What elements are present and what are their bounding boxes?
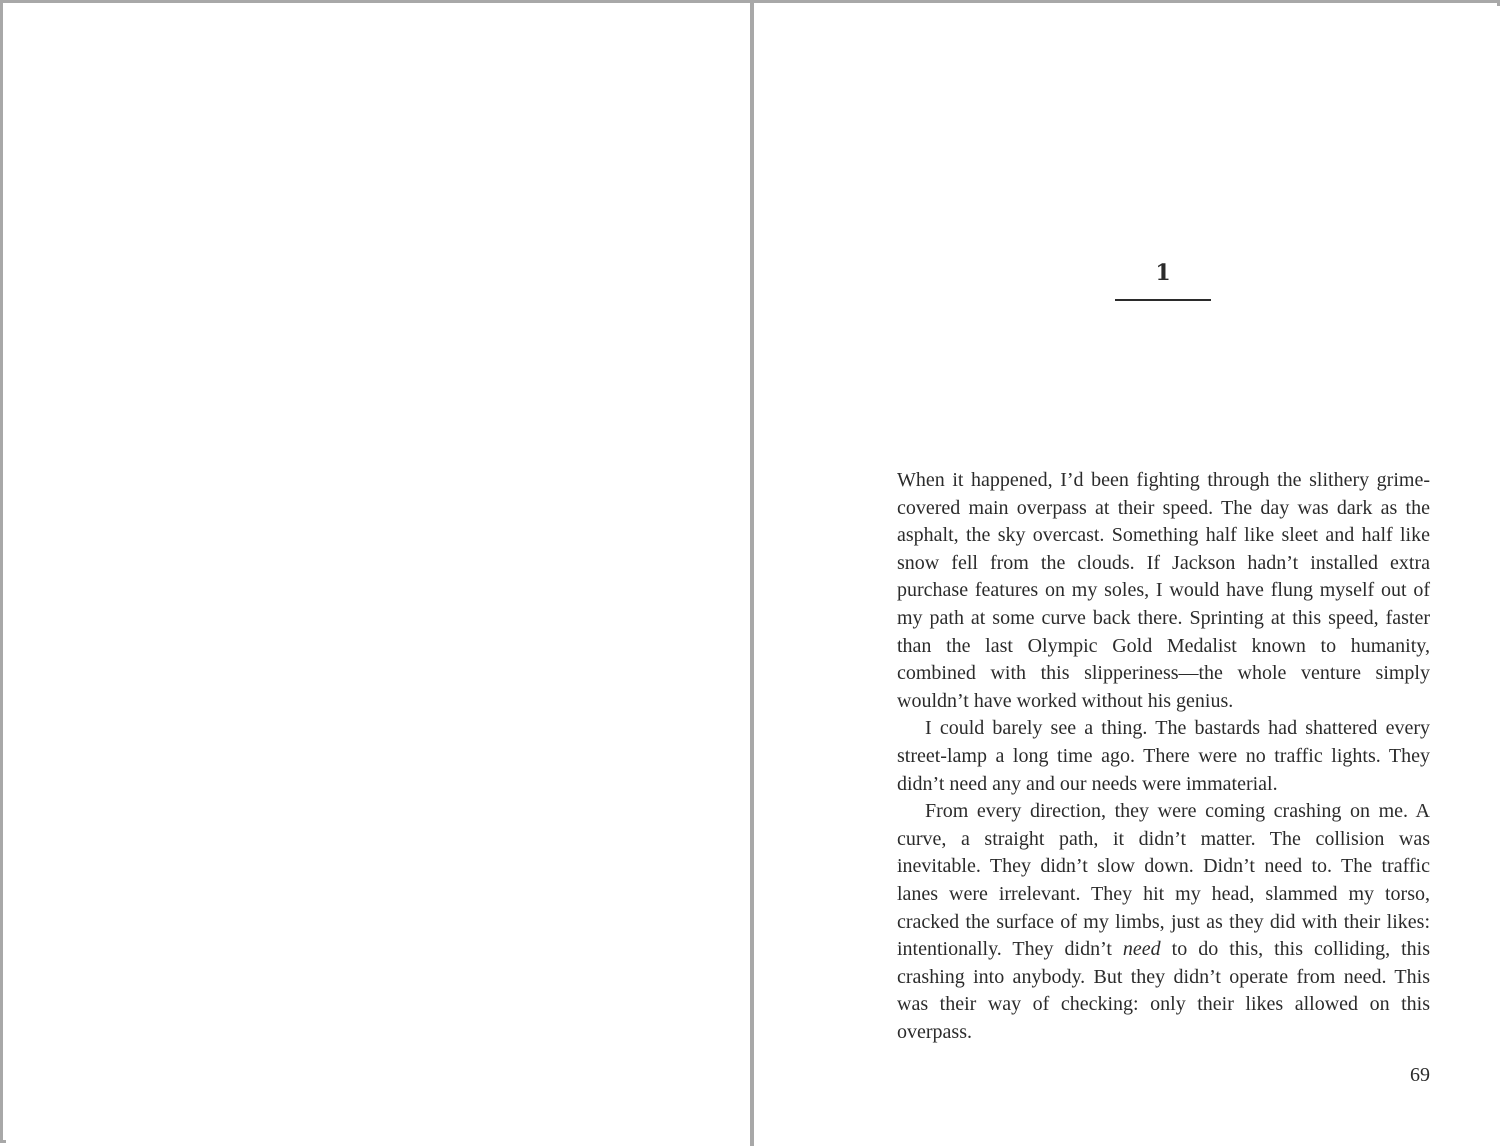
paragraph-2 bbox=[897, 715, 1430, 798]
paragraph-3 bbox=[897, 798, 1430, 1046]
paragraph-1 bbox=[897, 467, 1430, 715]
chapter-rule bbox=[1115, 299, 1211, 301]
paragraph-3-text-end: to do this, this colliding, this crashing into anybody. But they didn’t operate from need. This was their way of checking: only their likes allowed on this overpass. bbox=[897, 938, 1430, 1043]
chapter-number: 1 bbox=[1155, 260, 1171, 286]
paragraph-3-text-start: From every direction, they were coming crashing on me. A curve, a straight path, it didn’t matter. The collision was inevitable. They didn’t slow down. Didn’t need to. The traffic lanes were irrelevant. They hit my head, slammed my torso, cracked the surface of my limbs, just as they did with their likes: intentionally. They didn’t bbox=[897, 800, 1430, 961]
emphasis-need: need bbox=[1122, 938, 1161, 961]
paragraph-2-text: I could barely see a thing. The bastards had shattered every street-lamp a long time ago. There were no traffic lights. They didn’t need any and our needs were immaterial. bbox=[897, 717, 1430, 795]
paragraph-1-text: When it happened, I’d been fighting through the slithery grime-covered main overpass at their speed. The day was dark as the asphalt, the sky overcast. Something half like sleet and half like snow fell from the clouds. If Jackson hadn’t installed extra purchase features on my soles, I would have flung myself out of my path at some curve back there. Sprinting at this speed, faster than the last Olympic Gold Medalist known to humanity, combined with this slipperiness—the whole venture simply wouldn’t have worked without his genius. bbox=[897, 469, 1430, 712]
page-number: 69 bbox=[1410, 1064, 1430, 1086]
right-page bbox=[754, 6, 1500, 1143]
left-page bbox=[6, 6, 750, 1143]
chapter-body bbox=[897, 467, 1430, 1046]
